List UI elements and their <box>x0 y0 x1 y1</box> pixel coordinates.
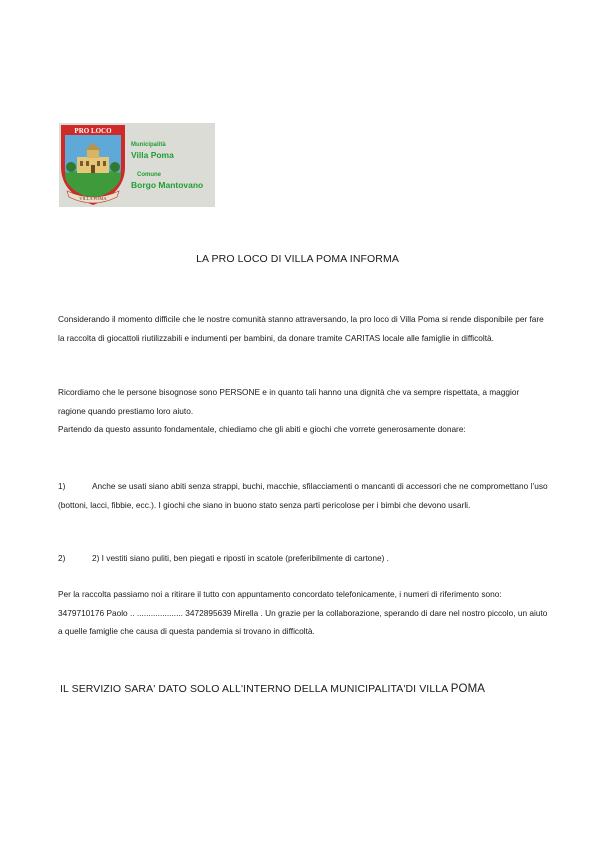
list-item <box>58 477 548 514</box>
service-notice <box>60 683 485 695</box>
dignity-text: Ricordiamo che le persone bisognose sono PERSONE e in quanto tali hanno una dignità che va sempre rispettata, a maggior ragione quando prestiamo loro aiuto. <box>58 387 520 416</box>
seal-text <box>59 123 127 207</box>
intro-paragraph: Considerando il momento difficile che le nostre comunità stanno attraversando, la pro loco di Villa Poma si rende disponibile per fare la raccolta di giocattoli riutilizzabili e indumenti per bambini, da donare tramite CARITAS locale alle famiglie in difficoltà. <box>58 314 544 343</box>
comune-name: Borgo Mantovano <box>131 180 204 190</box>
comune-label: Comune <box>137 172 161 178</box>
list-text: Anche se usati siano abiti senza strappi, buchi, macchie, sfilacciamenti o mancanti di accessori che ne compromettano l’uso (bottoni, lacci, fibbie, ecc.). I giochi che siano in buono stato senza parti pericolose per i bimbi che devono usarli. <box>58 481 548 510</box>
municipality-label: Municipalità <box>131 142 166 148</box>
svg-text:VILLA POMA: VILLA POMA <box>79 196 107 201</box>
service-notice-text: IL SERVIZIO SARA' DATO SOLO ALL'INTERNO DELLA MUNICIPALITA'DI VILLA <box>60 683 451 695</box>
request-text: Partendo da questo assunto fondamentale, chiediamo che gli abiti e giochi che vorrete generosamente donare: <box>58 424 466 434</box>
list-item <box>58 549 548 568</box>
collection-paragraph: Per la raccolta passiamo noi a ritirare il tutto con appuntamento concordato telefonicamente, i numeri di riferimento sono: 3479710176 Paolo .. .................... 3472895639 Mirella . Un grazie per la collaborazione, sperando di dare nel nostro piccolo, un aiuto a quelle famiglie che causa di questa pandemia si trovano in difficoltà. <box>58 589 548 636</box>
list-number: 2) <box>58 553 66 563</box>
municipality-name: Villa Poma <box>131 150 174 160</box>
dignity-paragraph <box>58 383 548 439</box>
pro-loco-logo <box>59 123 215 207</box>
svg-text:PRO LOCO: PRO LOCO <box>74 127 112 135</box>
service-notice-emph: POMA <box>450 683 486 695</box>
page-title: LA PRO LOCO DI VILLA POMA INFORMA <box>196 253 399 265</box>
list-text: 2) I vestiti siano puliti, ben piegati e riposti in scatole (preferibilmente di cartone) . <box>92 553 389 563</box>
list-number: 1) <box>58 481 66 491</box>
